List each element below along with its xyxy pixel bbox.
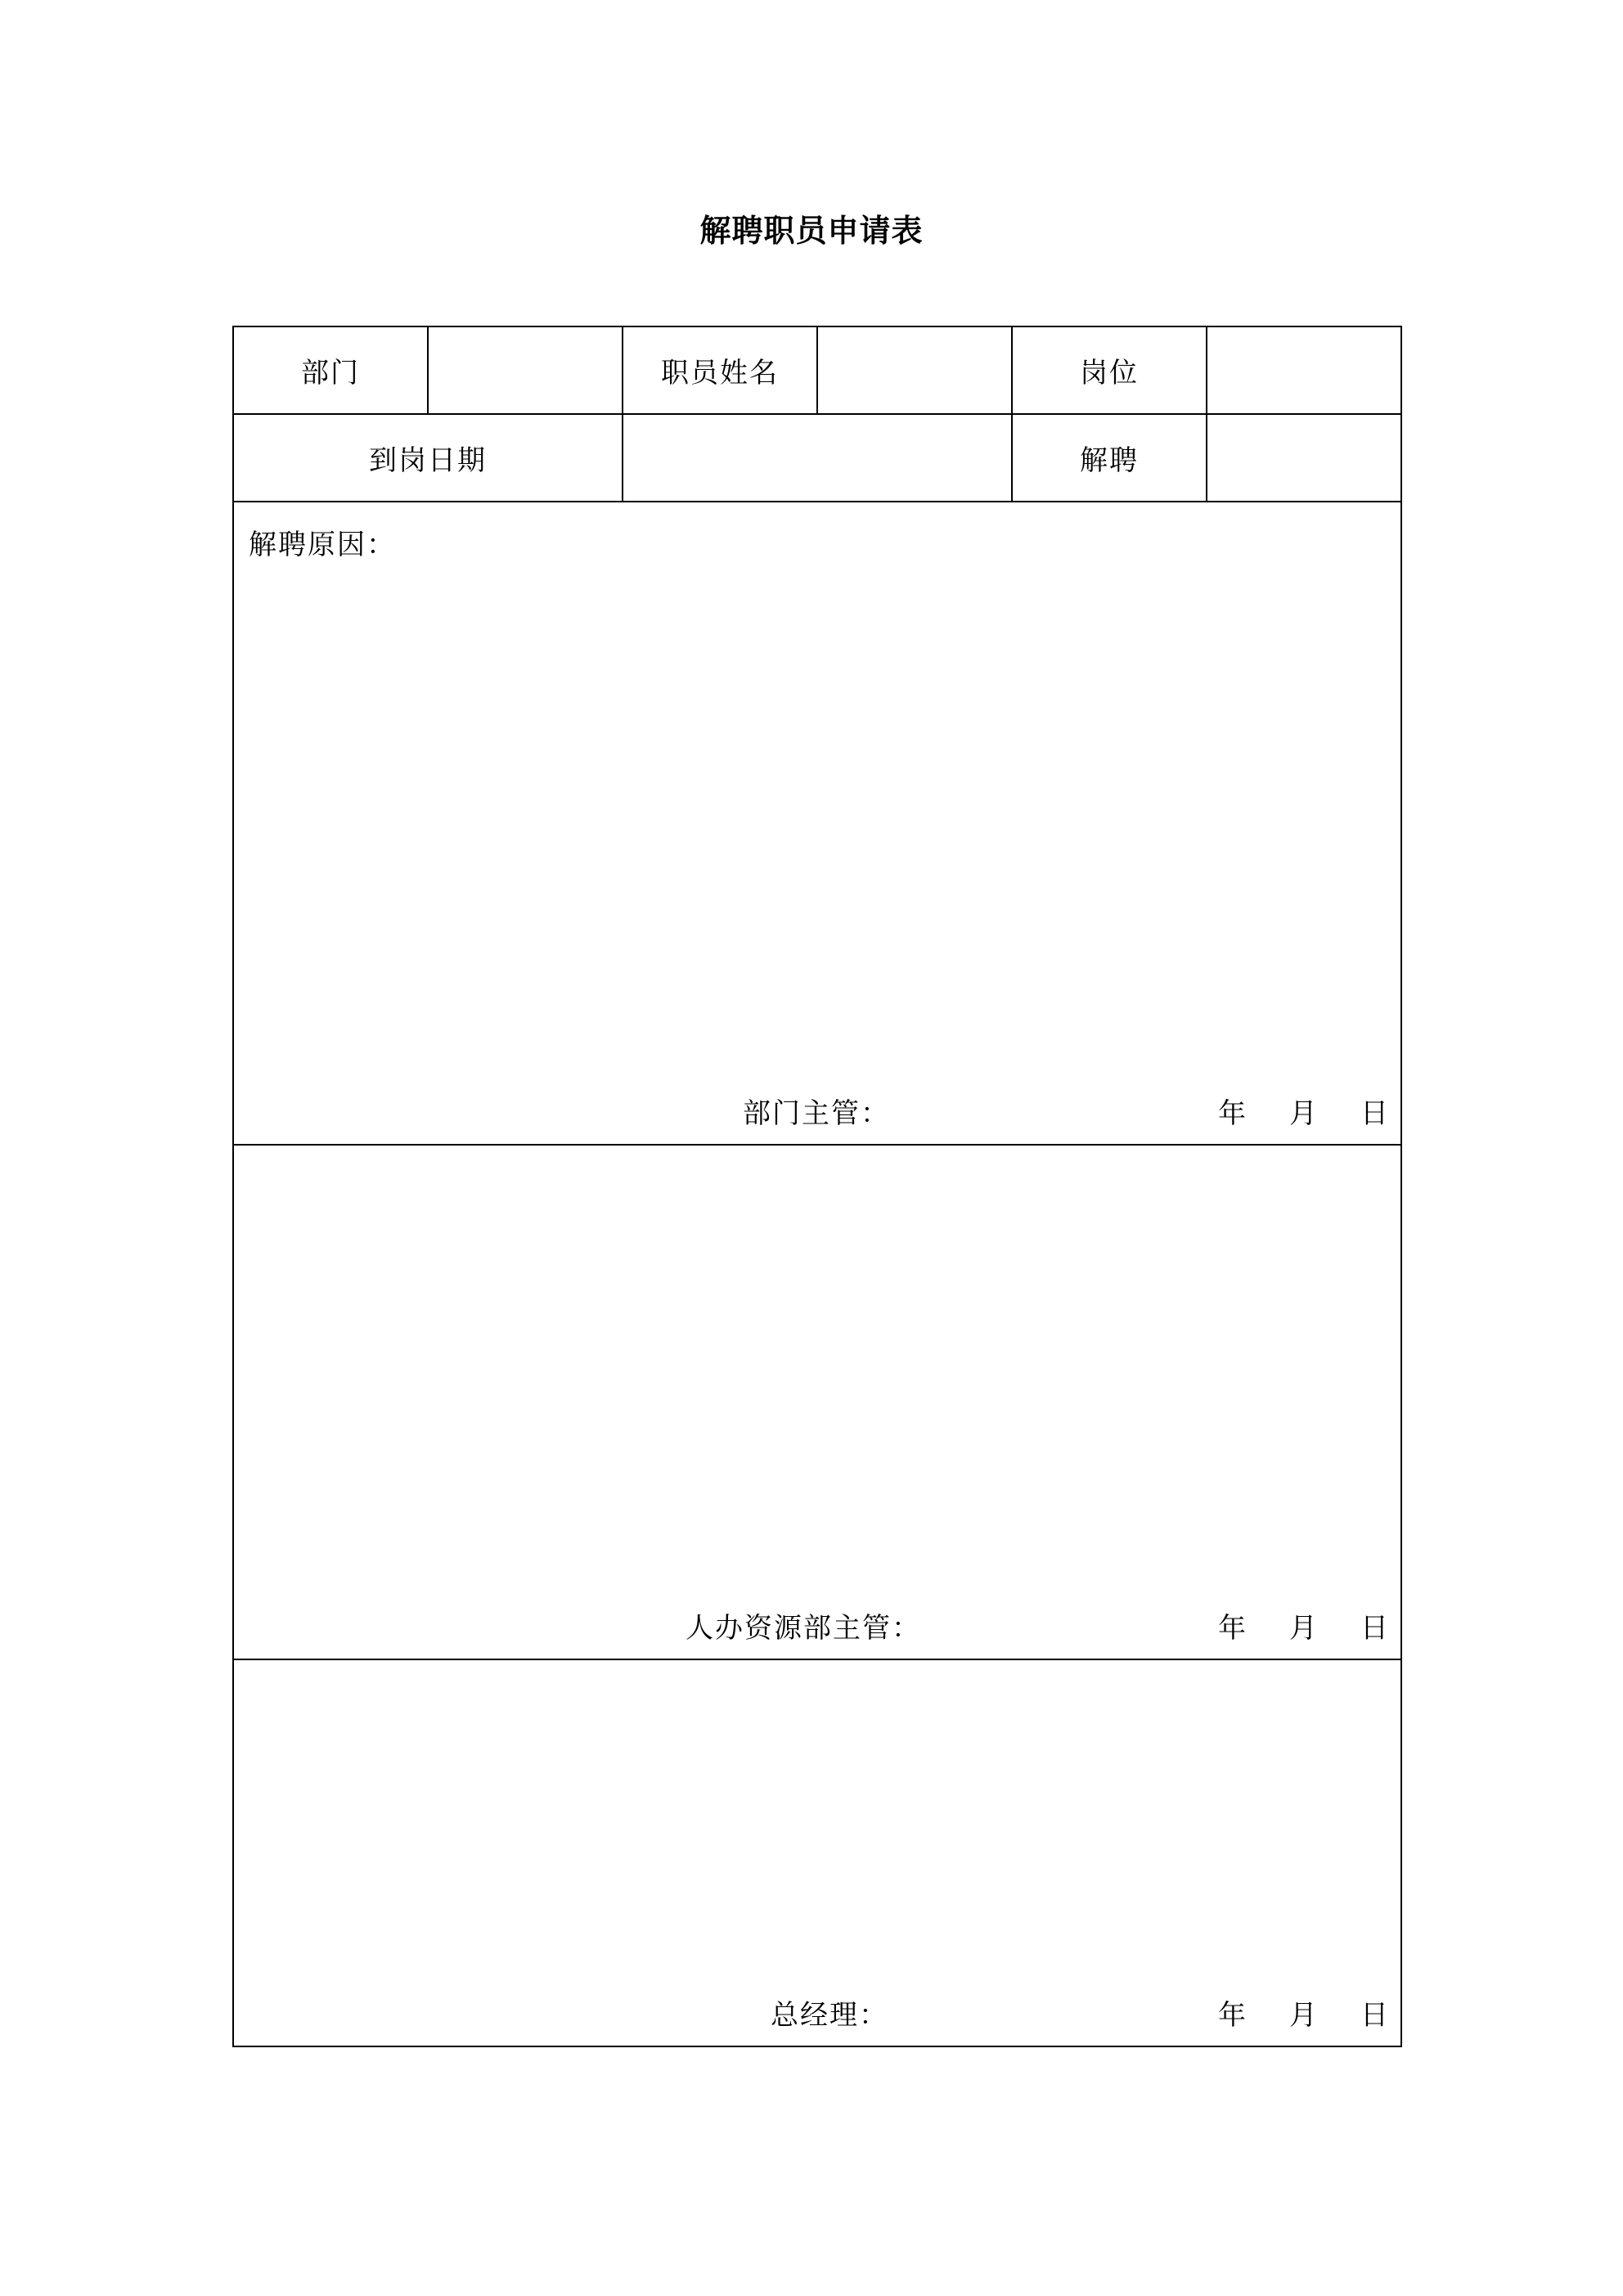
start-date-label: 到岗日期 <box>234 415 623 501</box>
hr-supervisor-label: 人办资源部主管： <box>686 1612 921 1645</box>
dismissal-label: 解聘 <box>1013 415 1207 501</box>
general-manager-label: 总经理： <box>771 1999 888 2032</box>
date-day-label: 日 <box>1360 1097 1388 1130</box>
form-title: 解聘职员申请表 <box>699 213 924 249</box>
dismissal-reason-section[interactable] <box>234 502 1400 1146</box>
date-year-label: 年 <box>1218 1097 1246 1130</box>
date-year-label: 年 <box>1218 1999 1246 2032</box>
date-day-label: 日 <box>1360 1999 1388 2032</box>
dismissal-form-table <box>232 326 1402 2047</box>
dismissal-field[interactable] <box>1207 415 1400 501</box>
department-field[interactable] <box>429 327 623 413</box>
date-month-label: 月 <box>1289 1999 1317 2032</box>
position-field[interactable] <box>1207 327 1400 413</box>
date-month-label: 月 <box>1289 1612 1317 1645</box>
date-year-label: 年 <box>1218 1612 1246 1645</box>
date-day-label: 日 <box>1360 1612 1388 1645</box>
general-manager-section[interactable] <box>234 1660 1400 2046</box>
employee-name-field[interactable] <box>818 327 1013 413</box>
position-label: 岗位 <box>1013 327 1207 413</box>
info-row-2 <box>234 415 1400 502</box>
date-month-label: 月 <box>1289 1097 1317 1130</box>
department-supervisor-label: 部门主管： <box>743 1097 890 1130</box>
employee-name-label: 职员姓名 <box>623 327 818 413</box>
department-label: 部门 <box>234 327 429 413</box>
info-row-1 <box>234 327 1400 415</box>
start-date-field[interactable] <box>623 415 1013 501</box>
hr-approval-section[interactable] <box>234 1146 1400 1660</box>
dismissal-reason-label: 解聘原因： <box>249 529 396 561</box>
